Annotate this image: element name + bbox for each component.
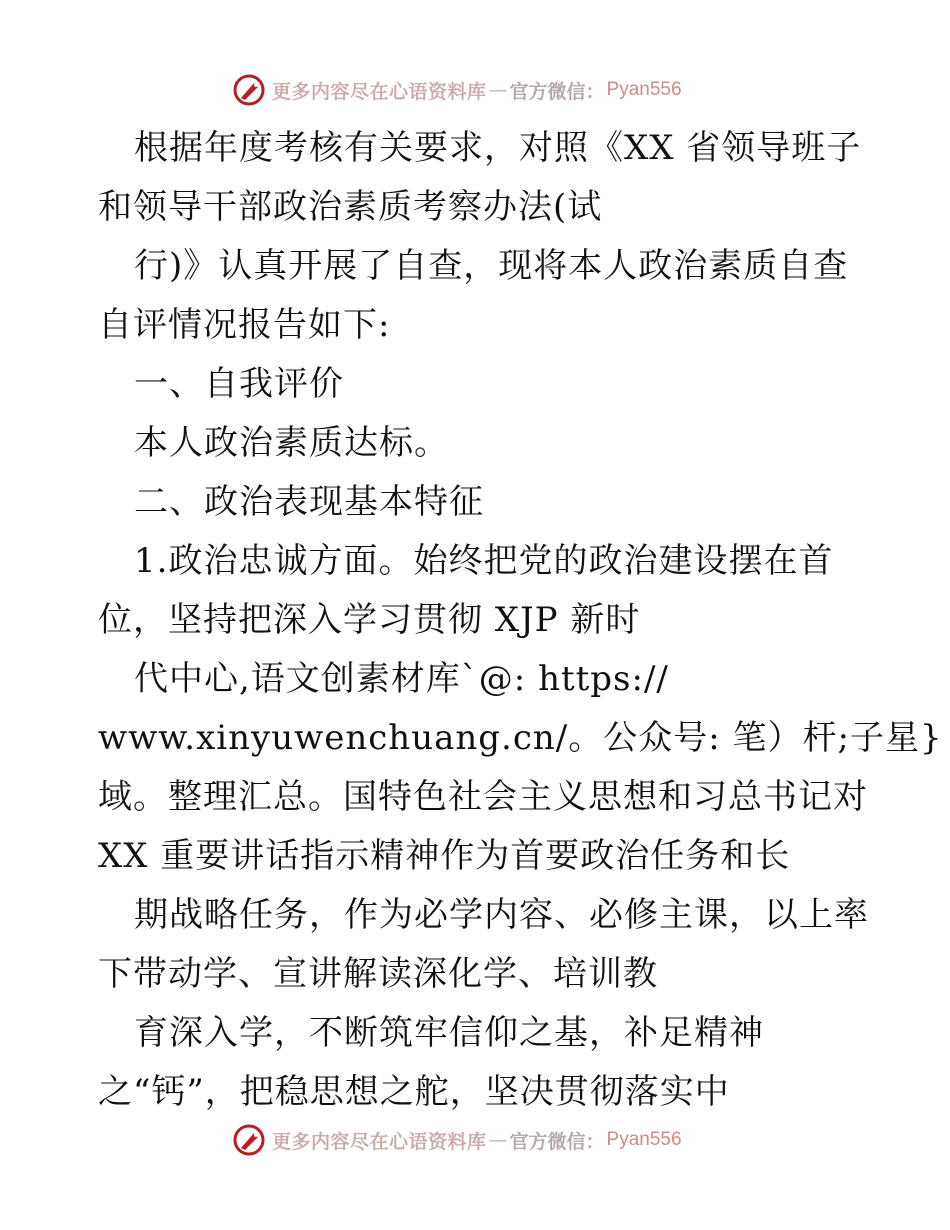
watermark-account-id: Pyan556: [606, 1129, 682, 1150]
watermark-dash: —: [488, 79, 508, 101]
paragraph-line: 本人政治素质达标。: [134, 423, 449, 463]
paragraph-line: 根据年度考核有关要求，对照《XX 省领导班子: [134, 128, 862, 168]
watermark-account-id: Pyan556: [606, 79, 682, 100]
paragraph-line: 1.政治忠诚方面。始终把党的政治建设摆在首: [134, 541, 834, 581]
paragraph-line: 之“钙”，把稳思想之舵，坚决贯彻落实中: [98, 1072, 730, 1112]
watermark-dash: —: [488, 1129, 508, 1151]
footer-watermark: [232, 1120, 752, 1160]
paragraph-line: 位，坚持把深入学习贯彻 XJP 新时: [98, 600, 641, 640]
watermark-main-text: 更多内容尽在心语资料库: [272, 80, 487, 103]
watermark-account-label: 官方微信：: [509, 80, 605, 103]
section-heading: 一、自我评价: [134, 364, 344, 404]
paragraph-line: 下带动学、宣讲解读深化学、培训教: [98, 954, 658, 994]
paragraph-line: 域。整理汇总。国特色社会主义思想和习总书记对: [98, 777, 868, 817]
paragraph-line: 代中心,语文创素材库`@: https://: [134, 659, 669, 699]
paragraph-line: 行)》认真开展了自查，现将本人政治素质自查: [134, 246, 849, 286]
watermark-account-label: 官方微信：: [509, 1130, 605, 1153]
paragraph-line: 自评情况报告如下:: [98, 305, 391, 345]
paragraph-line: XX 重要讲话指示精神作为首要政治任务和长: [98, 836, 791, 876]
paragraph-line: 期战略任务，作为必学内容、必修主课，以上率: [134, 895, 869, 935]
paragraph-line: 育深入学，不断筑牢信仰之基，补足精神: [134, 1013, 764, 1053]
pen-nib-logo-icon: [232, 1123, 266, 1157]
paragraph-line: www.xinyuwenchuang.cn/。公众号: 笔）杆;子星}: [98, 718, 943, 758]
section-heading: 二、政治表现基本特征: [134, 482, 484, 522]
paragraph-line: 和领导干部政治素质考察办法(试: [98, 187, 603, 227]
watermark-main-text: 更多内容尽在心语资料库: [272, 1130, 487, 1153]
